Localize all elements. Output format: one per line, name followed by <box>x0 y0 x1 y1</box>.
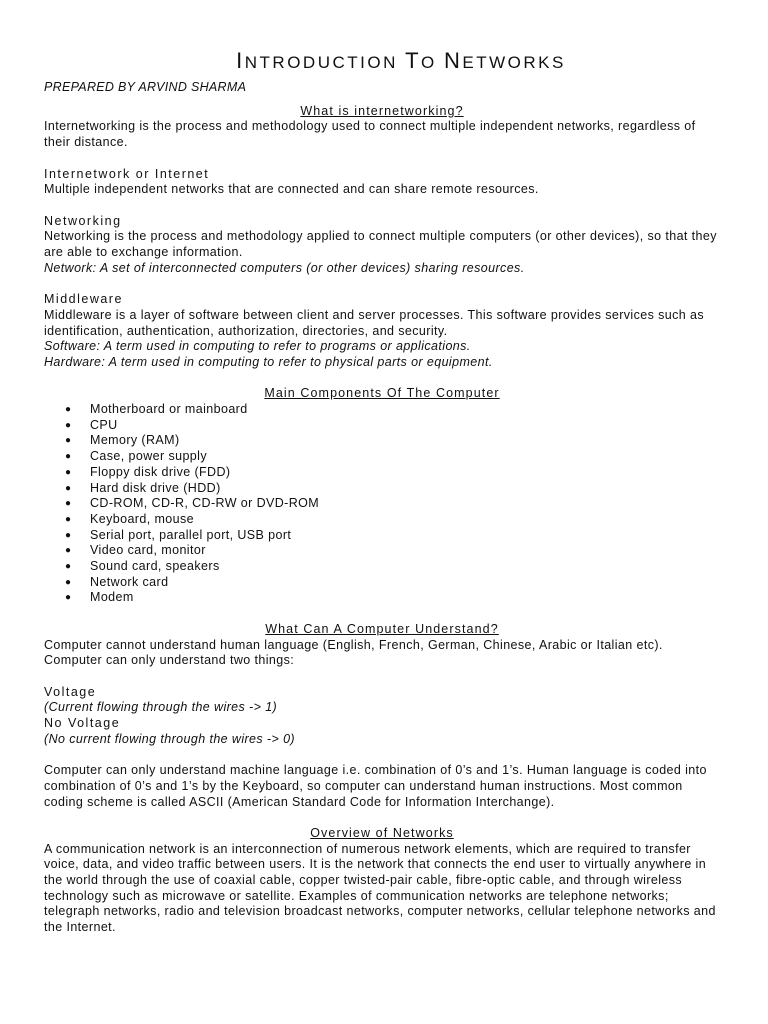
list-item-text: Motherboard or mainboard <box>90 402 248 416</box>
list-item <box>44 575 720 591</box>
bullet-icon: ● <box>65 498 72 510</box>
spacer <box>44 151 720 167</box>
section-heading-understand: What Can A Computer Understand? <box>265 621 499 636</box>
spacer <box>44 276 720 292</box>
list-item-text: Memory (RAM) <box>90 433 180 448</box>
list-item-text: Sound card, speakers <box>90 559 220 574</box>
bullet-icon: ● <box>65 545 72 557</box>
bullet-icon: ● <box>65 419 72 431</box>
bullet-icon: ● <box>65 576 72 588</box>
list-item <box>44 590 720 606</box>
middleware-paragraph: Middleware is a layer of software between client and server processes. This software provides services such as identification, authentication, authorization, directories, and security. <box>44 307 705 338</box>
list-item <box>44 496 720 512</box>
title-part: I <box>236 48 245 73</box>
spacer <box>44 198 720 214</box>
overview-paragraph: A communication network is an interconnection of numerous network elements, which are required to transfer voice, data, and video traffic between users. It is the network that connects the end user to virtually anywhere in the world through the use of coaxial cable, copper twisted-pair cable, fibre-optic cable, and through wireless technology such as microwave or satellite. Examples of communication networks are telephone networks; telegraph networks, radio and television broadcast networks, computer networks, cellular telephone networks and the Internet. <box>44 841 716 935</box>
bullet-icon: ● <box>65 513 72 525</box>
bullet-icon: ● <box>65 592 72 604</box>
networking-paragraph: Networking is the process and methodology applied to connect multiple computers (or other devices), so that they are able to exchange information. <box>44 229 717 259</box>
list-item-text: Hard disk drive (HDD) <box>90 480 221 495</box>
bullet-icon: ● <box>65 451 72 463</box>
list-item <box>44 433 720 449</box>
term-no-voltage: No Voltage <box>44 716 121 731</box>
title-part: O <box>421 53 444 72</box>
list-item-text: Video card, monitor <box>90 543 206 558</box>
list-item <box>44 402 720 418</box>
list-item-text: Case, power supply <box>90 449 207 464</box>
list-item <box>44 543 720 559</box>
bullet-icon: ● <box>65 404 72 415</box>
bullet-icon: ● <box>65 529 72 541</box>
list-item <box>44 465 720 481</box>
title-part: N <box>444 48 463 73</box>
list-item-text: CPU <box>90 417 118 432</box>
internetworking-paragraph: Internetworking is the process and methodology used to connect multiple independent networks, regardless of their distance. <box>44 119 696 150</box>
spacer <box>44 747 720 763</box>
voltage-note: (Current flowing through the wires -> 1) <box>44 700 278 715</box>
list-item-text: Floppy disk drive (FDD) <box>90 464 231 479</box>
list-item-text: CD-ROM, CD-R, CD-RW or DVD-ROM <box>90 496 320 511</box>
section-heading-components: Main Components Of The Computer <box>264 386 500 401</box>
list-item <box>44 418 720 434</box>
title-part: ETWORKS <box>462 53 566 72</box>
section-heading-overview: Overview of Networks <box>310 825 454 840</box>
list-item <box>44 559 720 575</box>
spacer <box>44 669 720 685</box>
list-item-text: Network card <box>90 574 169 589</box>
no-voltage-note: (No current flowing through the wires -> 0) <box>44 731 295 746</box>
document-page <box>44 44 720 936</box>
network-definition: Network: A set of interconnected computers (or other devices) sharing resources. <box>44 260 525 275</box>
understand-line-1: Computer cannot understand human language (English, French, German, Chinese, Arabic or Italian etc). <box>44 637 663 652</box>
internetwork-paragraph: Multiple independent networks that are connected and can share remote resources. <box>44 182 539 197</box>
term-networking: Networking <box>44 213 122 228</box>
machine-language-paragraph: Computer can only understand machine language i.e. combination of 0’s and 1’s. Human language is coded into combination of 0’s and 1’s by the Keyboard, so computer can understand human instructions. Most common coding scheme is called ASCII (American Standard Code for Information Interchange). <box>44 763 707 809</box>
components-list <box>44 402 720 606</box>
list-item-text: Modem <box>90 590 134 605</box>
understand-line-2: Computer can only understand two things: <box>44 653 295 668</box>
spacer <box>44 810 720 826</box>
section-heading-internetworking: What is internetworking? <box>300 103 464 118</box>
list-item-text: Keyboard, mouse <box>90 511 194 526</box>
spacer <box>44 606 720 622</box>
bullet-icon: ● <box>65 482 72 494</box>
term-voltage: Voltage <box>44 684 97 699</box>
term-internetwork: Internetwork or Internet <box>44 166 210 181</box>
title-part: T <box>405 48 422 73</box>
list-item-text: Serial port, parallel port, USB port <box>90 527 292 542</box>
term-middleware: Middleware <box>44 292 123 307</box>
bullet-icon: ● <box>65 466 72 478</box>
bullet-icon: ● <box>65 435 72 447</box>
hardware-definition: Hardware: A term used in computing to refer to physical parts or equipment. <box>44 354 493 369</box>
list-item <box>44 481 720 497</box>
list-item <box>44 512 720 528</box>
title-part: NTRODUCTION <box>244 53 406 72</box>
author-line: PREPARED BY ARVIND SHARMA <box>44 80 247 94</box>
document-title <box>82 44 720 80</box>
software-definition: Software: A term used in computing to refer to programs or applications. <box>44 339 471 354</box>
list-item <box>44 449 720 465</box>
bullet-icon: ● <box>65 561 72 573</box>
list-item <box>44 528 720 544</box>
spacer <box>44 371 720 387</box>
